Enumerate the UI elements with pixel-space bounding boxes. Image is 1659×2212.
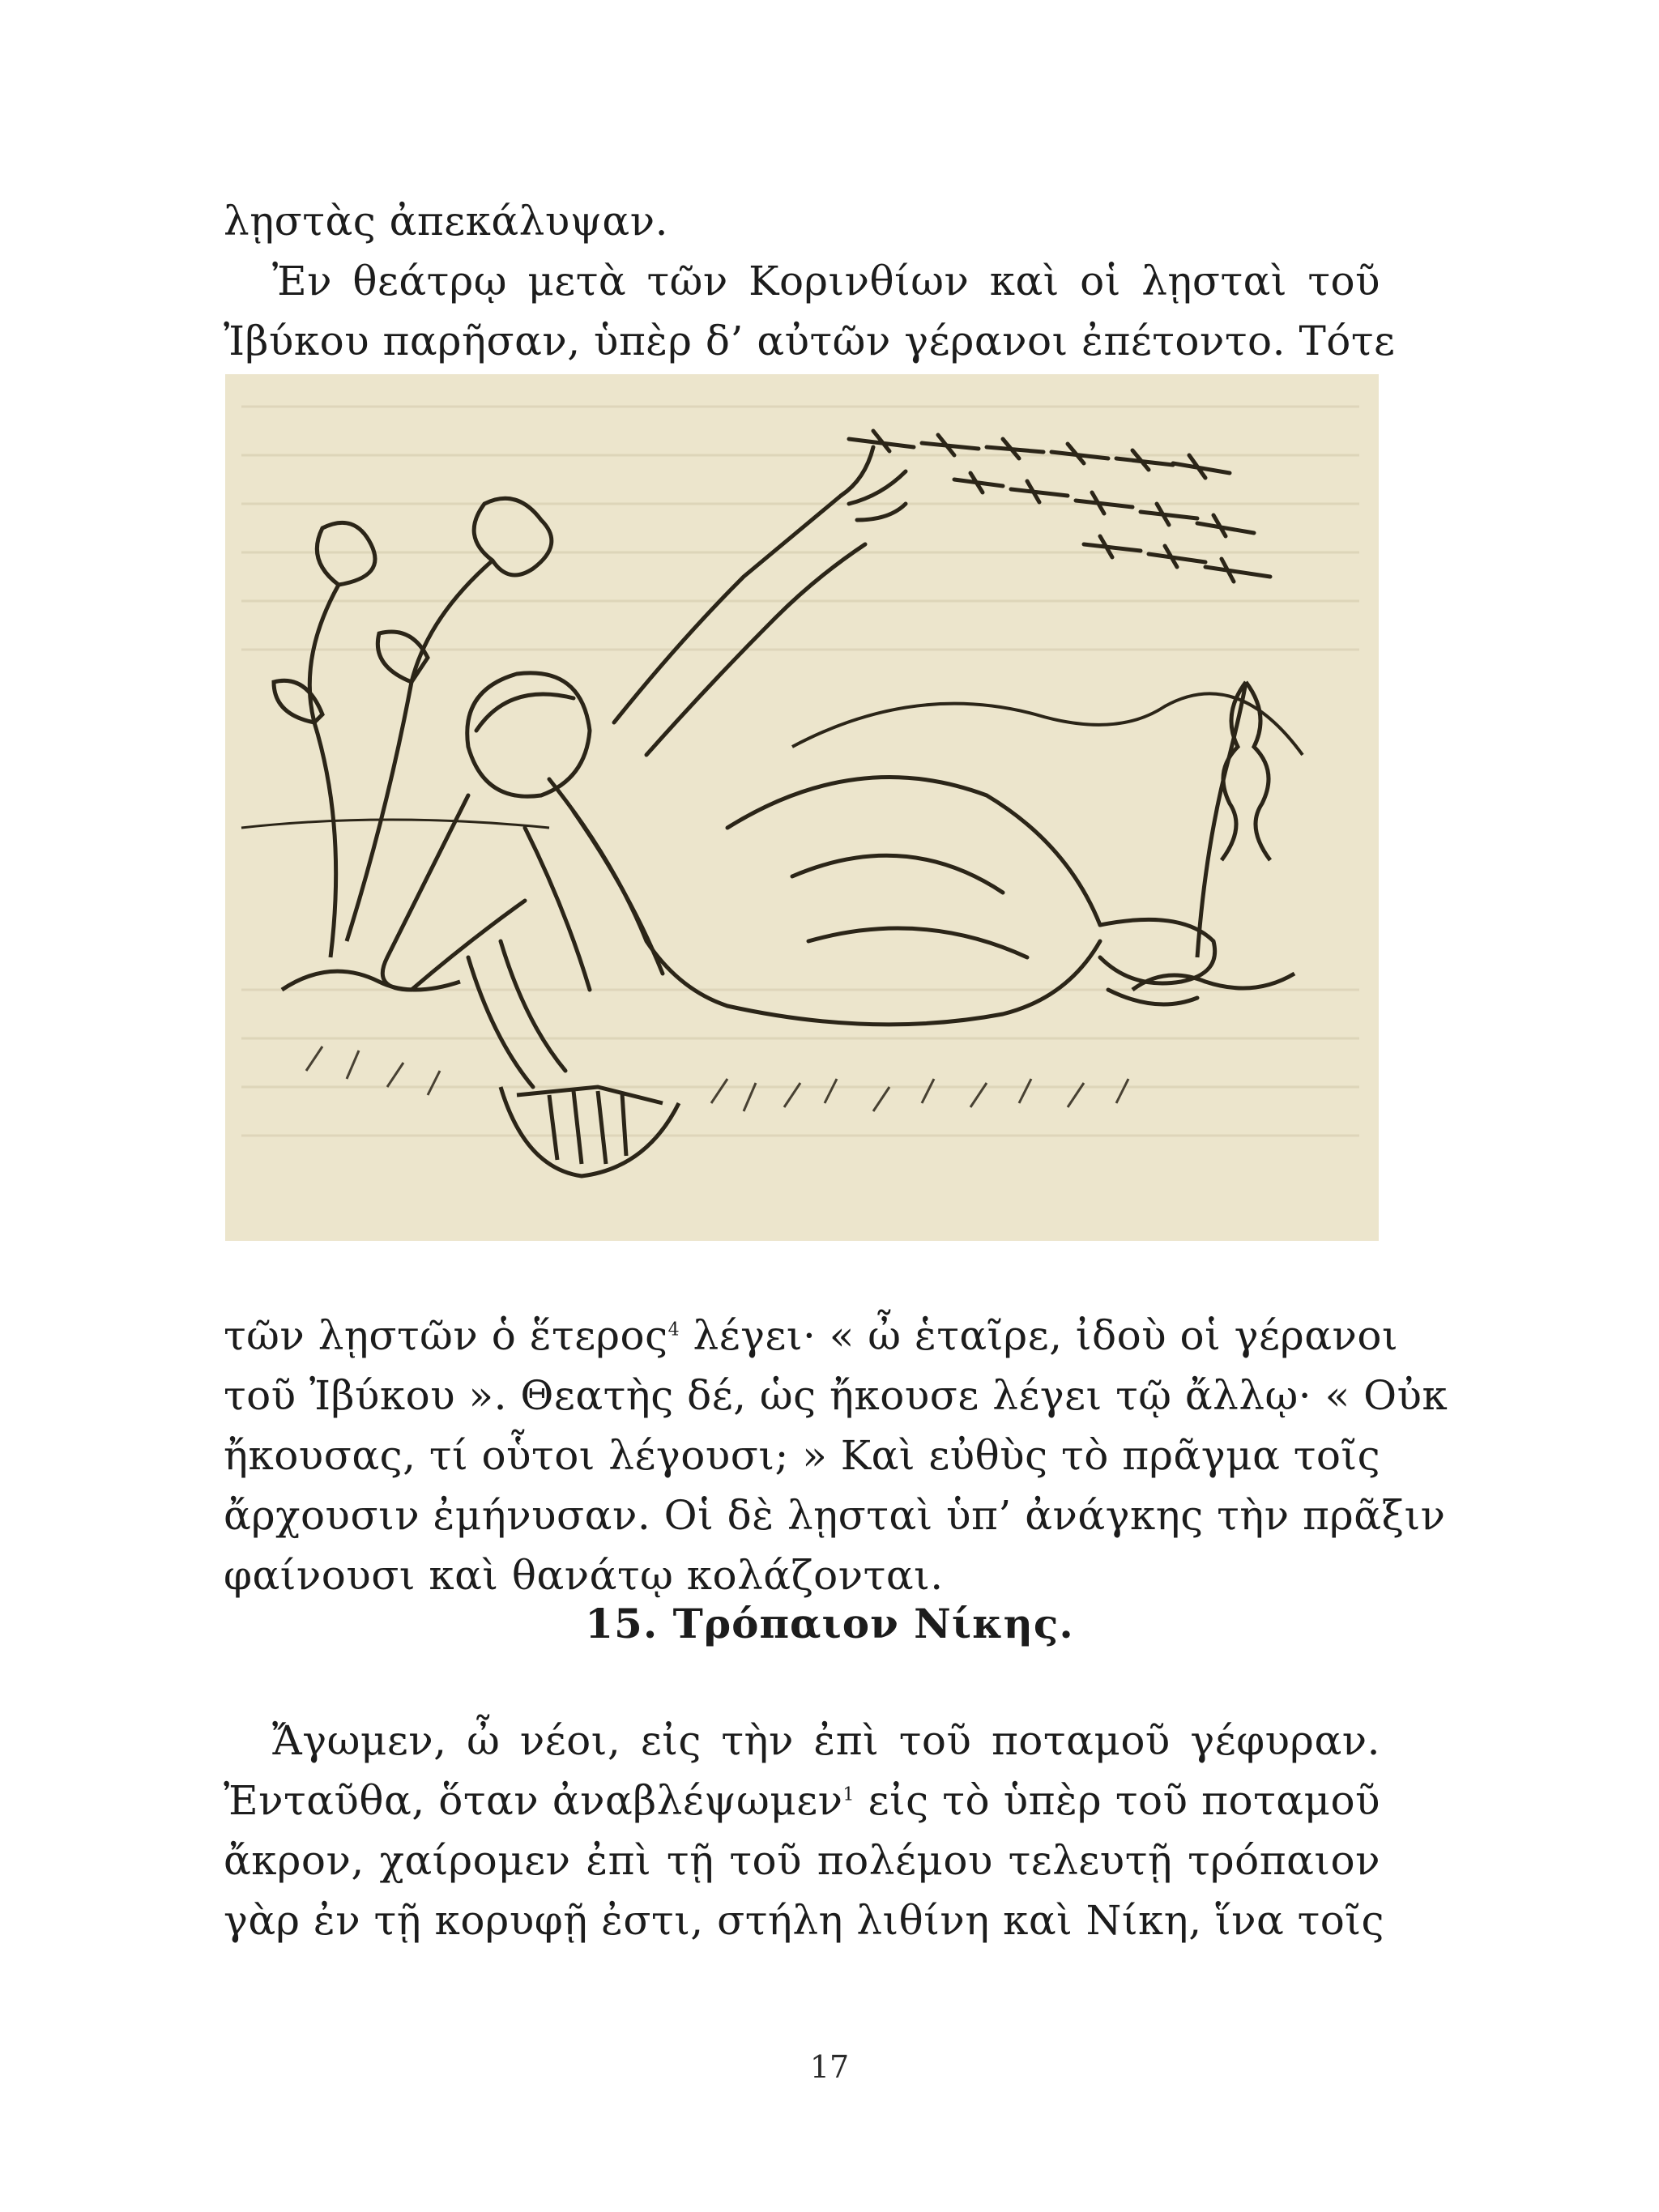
text-line: Ἐν θεάτρῳ μετὰ τῶν Κορινθίων καὶ οἱ λῃσταὶ τοῦ — [272, 258, 1380, 305]
ibykos-cranes-illustration — [225, 374, 1379, 1241]
middle-paragraph — [224, 1306, 1448, 1605]
text-segment: τῶν λῃστῶν ὁ ἕτερος — [224, 1312, 668, 1359]
text-line: ἤκουσας, τί οὗτοι λέγουσι; » Καὶ εὐθὺς τὸ πρᾶγμα τοῖς — [224, 1432, 1381, 1479]
page-number: 17 — [809, 2049, 850, 2085]
section-heading: 15. Τρόπαιον Νίκης. — [585, 1600, 1074, 1647]
text-line: τοῦ Ἰβύκου ». Θεατὴς δέ, ὡς ἤκουσε λέγει τῷ ἄλλῳ· « Οὐκ — [224, 1372, 1448, 1419]
text-segment: Ἐνταῦθα, ὅταν ἀναβλέψωμεν — [224, 1777, 843, 1824]
top-paragraph — [224, 191, 1396, 371]
text-line: Ἄγωμεν, ὦ νέοι, εἰς τὴν ἐπὶ τοῦ ποταμοῦ γέφυραν. — [272, 1717, 1380, 1764]
footnote-marker: 1 — [842, 1784, 855, 1805]
cranes-flock — [849, 431, 1270, 582]
text-line: γὰρ ἐν τῇ κορυφῇ ἐστι, στήλη λιθίνη καὶ Νίκη, ἵνα τοῖς — [224, 1897, 1385, 1944]
bottom-paragraph — [224, 1711, 1385, 1950]
text-segment: λέγει· « ὦ ἑταῖρε, ἰδοὺ οἱ γέρανοι — [680, 1312, 1399, 1359]
text-line: ἄκρον, χαίρομεν ἐπὶ τῇ τοῦ πολέμου τελευτῇ τρόπαιον — [224, 1837, 1380, 1884]
text-segment: εἰς τὸ ὑπὲρ τοῦ ποταμοῦ — [855, 1777, 1380, 1824]
text-line — [224, 1771, 1380, 1831]
text-line: λῃστὰς ἀπεκάλυψαν. — [224, 198, 668, 245]
text-line — [224, 1306, 1399, 1366]
hills — [792, 693, 1303, 755]
footnote-marker: 4 — [667, 1319, 680, 1340]
text-line: Ἰβύκου παρῆσαν, ὑπὲρ δ’ αὐτῶν γέρανοι ἐπέτοντο. Τότε — [224, 318, 1396, 364]
illustration-drawing — [225, 374, 1379, 1241]
text-line: ἄρχουσιν ἐμήνυσαν. Οἱ δὲ λῃσταὶ ὑπ’ ἀνάγκης τὴν πρᾶξιν — [224, 1492, 1446, 1539]
text-line: φαίνουσι καὶ θανάτῳ κολάζονται. — [224, 1552, 944, 1599]
left-tree — [274, 498, 552, 990]
lyre-icon — [501, 1087, 679, 1176]
